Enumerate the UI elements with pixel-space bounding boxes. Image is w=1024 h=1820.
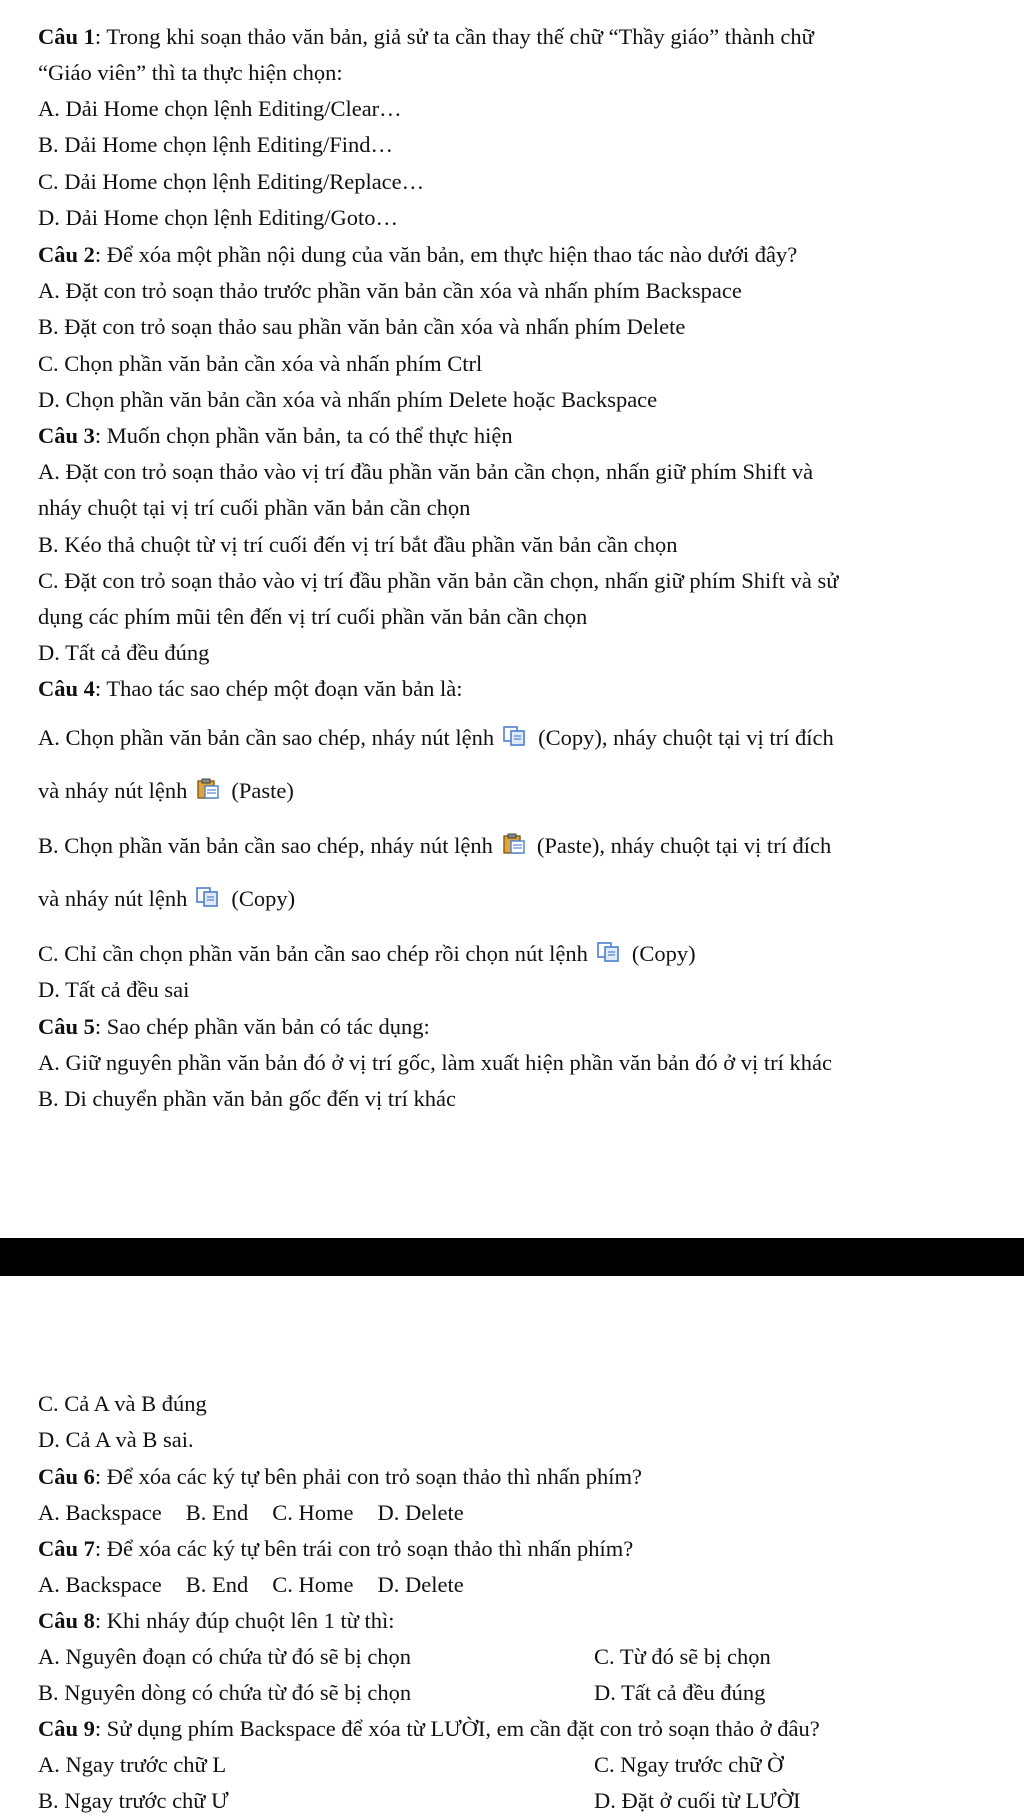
q6-option-d: D. Delete <box>377 1500 464 1525</box>
q4-option-a-line2: và nháy nút lệnh (Paste) <box>38 778 294 803</box>
q9-options-row1 <box>38 1750 1008 1780</box>
q9-label: Câu 9 <box>38 1716 95 1741</box>
q4-option-a-line1: A. Chọn phần văn bản cần sao chép, nháy nút lệnh (Copy), nháy chuột tại vị trí đích <box>38 725 834 750</box>
q1-option-a: A. Dải Home chọn lệnh Editing/Clear… <box>38 96 402 121</box>
copy-icon <box>195 886 221 908</box>
q3-option-c-line2: dụng các phím mũi tên đến vị trí cuối phần văn bản cần chọn <box>38 604 588 629</box>
q6-option-a: A. Backspace <box>38 1500 162 1525</box>
q3-label: Câu 3 <box>38 423 95 448</box>
copy-icon <box>502 725 528 747</box>
q4-option-b-line2: và nháy nút lệnh (Copy) <box>38 886 296 911</box>
q3-option-d: D. Tất cả đều đúng <box>38 640 210 665</box>
q3-option-a-line2: nháy chuột tại vị trí cuối phần văn bản cần chọn <box>38 495 471 520</box>
q8-option-d: D. Tất cả đều đúng <box>594 1680 766 1705</box>
q7-stem: Câu 7: Để xóa các ký tự bên trái con trỏ soạn thảo thì nhấn phím? <box>38 1536 634 1561</box>
q6-label: Câu 6 <box>38 1464 95 1489</box>
q1-option-d: D. Dải Home chọn lệnh Editing/Goto… <box>38 205 398 230</box>
q7-option-b: B. End <box>185 1572 249 1597</box>
q4-option-b-line1: B. Chọn phần văn bản cần sao chép, nháy nút lệnh (Paste), nháy chuột tại vị trí đích <box>38 833 832 858</box>
q3-option-a-line1: A. Đặt con trỏ soạn thảo vào vị trí đầu phần văn bản cần chọn, nhấn giữ phím Shift và <box>38 459 814 484</box>
q7-label: Câu 7 <box>38 1536 95 1561</box>
q8-options-row2 <box>38 1678 1008 1708</box>
q2-stem: Câu 2: Để xóa một phần nội dung của văn bản, em thực hiện thao tác nào dưới đây? <box>38 242 798 267</box>
q9-option-a: A. Ngay trước chữ L <box>38 1752 227 1777</box>
q6-option-b: B. End <box>185 1500 249 1525</box>
q1-option-b: B. Dải Home chọn lệnh Editing/Find… <box>38 132 393 157</box>
q8-stem: Câu 8: Khi nháy đúp chuột lên 1 từ thì: <box>38 1608 395 1633</box>
q4-label: Câu 4 <box>38 676 95 701</box>
q7-option-d: D. Delete <box>377 1572 464 1597</box>
q9-option-b: B. Ngay trước chữ Ư <box>38 1788 229 1813</box>
q1-option-c: C. Dải Home chọn lệnh Editing/Replace… <box>38 169 425 194</box>
q7-options <box>38 1570 1008 1600</box>
q5-option-b: B. Di chuyển phần văn bản gốc đến vị trí khác <box>38 1086 457 1111</box>
paste-icon <box>501 833 527 855</box>
q1-stem-line2: “Giáo viên” thì ta thực hiện chọn: <box>38 60 343 85</box>
q6-options <box>38 1498 1008 1528</box>
q1-label: Câu 1 <box>38 24 95 49</box>
q2-option-b: B. Đặt con trỏ soạn thảo sau phần văn bản cần xóa và nhấn phím Delete <box>38 314 686 339</box>
q4-stem: Câu 4: Thao tác sao chép một đoạn văn bản là: <box>38 676 463 701</box>
q1-stem-line1: Câu 1: Trong khi soạn thảo văn bản, giả sử ta cần thay thế chữ “Thầy giáo” thành chữ <box>38 24 814 49</box>
q5-option-c: C. Cả A và B đúng <box>38 1391 207 1416</box>
q8-options-row1 <box>38 1642 1008 1672</box>
q8-option-c: C. Từ đó sẽ bị chọn <box>594 1644 771 1669</box>
copy-icon <box>596 941 622 963</box>
q5-option-a: A. Giữ nguyên phần văn bản đó ở vị trí gốc, làm xuất hiện phần văn bản đó ở vị trí khác <box>38 1050 832 1075</box>
q4-option-d: D. Tất cả đều sai <box>38 977 190 1002</box>
q5-option-d: D. Cả A và B sai. <box>38 1427 194 1452</box>
q9-option-d: D. Đặt ở cuối từ LƯỜI <box>594 1788 801 1813</box>
q8-label: Câu 8 <box>38 1608 95 1633</box>
q2-option-d: D. Chọn phần văn bản cần xóa và nhấn phím Delete hoặc Backspace <box>38 387 658 412</box>
q6-stem: Câu 6: Để xóa các ký tự bên phải con trỏ soạn thảo thì nhấn phím? <box>38 1464 642 1489</box>
q2-option-c: C. Chọn phần văn bản cần xóa và nhấn phím Ctrl <box>38 351 483 376</box>
q5-stem: Câu 5: Sao chép phần văn bản có tác dụng: <box>38 1014 430 1039</box>
paste-icon <box>195 778 221 800</box>
q3-option-b: B. Kéo thả chuột từ vị trí cuối đến vị trí bắt đầu phần văn bản cần chọn <box>38 532 678 557</box>
q8-option-b: B. Nguyên dòng có chứa từ đó sẽ bị chọn <box>38 1680 412 1705</box>
q9-options-row2 <box>38 1786 1008 1816</box>
scan-divider-band <box>0 1238 1024 1276</box>
q3-stem: Câu 3: Muốn chọn phần văn bản, ta có thể thực hiện <box>38 423 513 448</box>
q3-option-c-line1: C. Đặt con trỏ soạn thảo vào vị trí đầu phần văn bản cần chọn, nhấn giữ phím Shift và sử <box>38 568 839 593</box>
q2-label: Câu 2 <box>38 242 95 267</box>
q7-option-c: C. Home <box>272 1572 354 1597</box>
q2-option-a: A. Đặt con trỏ soạn thảo trước phần văn bản cần xóa và nhấn phím Backspace <box>38 278 742 303</box>
q6-option-c: C. Home <box>272 1500 354 1525</box>
q9-option-c: C. Ngay trước chữ Ờ <box>594 1752 784 1777</box>
q8-option-a: A. Nguyên đoạn có chứa từ đó sẽ bị chọn <box>38 1644 412 1669</box>
q7-option-a: A. Backspace <box>38 1572 162 1597</box>
q9-stem: Câu 9: Sử dụng phím Backspace để xóa từ LƯỜI, em cần đặt con trỏ soạn thảo ở đâu? <box>38 1716 820 1741</box>
q4-option-c: C. Chỉ cần chọn phần văn bản cần sao chép rồi chọn nút lệnh (Copy) <box>38 941 696 966</box>
q5-label: Câu 5 <box>38 1014 95 1039</box>
